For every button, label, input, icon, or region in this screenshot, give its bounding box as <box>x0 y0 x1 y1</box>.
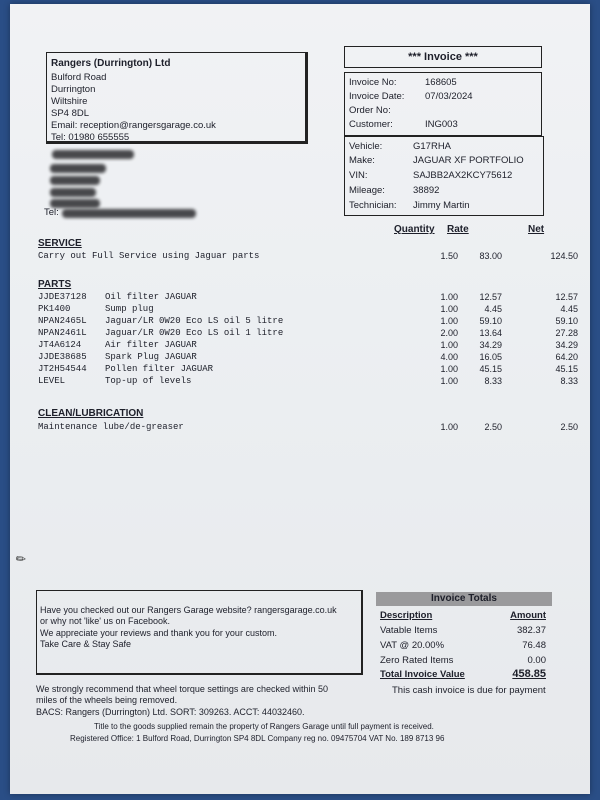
line-desc: Jaguar/LR 0W20 Eco LS oil 5 litre <box>105 316 284 326</box>
vehicle-label: Vehicle: <box>349 141 383 152</box>
registered-office: Registered Office: 1 Bulford Road, Durrington SP4 8DL Company reg no. 09475704 VAT No. 189 8713 96 <box>70 734 445 743</box>
line-desc: Jaguar/LR 0W20 Eco LS oil 1 litre <box>105 328 284 338</box>
order-number-label: Order No: <box>349 105 391 116</box>
line-code: JJDE38685 <box>38 352 87 362</box>
address-line: Bulford Road <box>51 72 107 83</box>
line-code: NPAN2465L <box>38 316 87 326</box>
invoice-info-box <box>344 72 542 136</box>
line-net: 34.29 <box>555 340 578 350</box>
line-qty: 1.50 <box>440 251 458 261</box>
total-label: Total Invoice Value <box>380 669 465 680</box>
invoice-number: 168605 <box>425 77 457 88</box>
column-rate: Rate <box>447 224 469 235</box>
torque-note-2: miles of the wheels being removed. <box>36 695 178 705</box>
line-item <box>38 292 578 304</box>
line-net: 27.28 <box>555 328 578 338</box>
invoice-date: 07/03/2024 <box>425 91 473 102</box>
cash-invoice-note: This cash invoice is due for payment <box>392 685 546 696</box>
line-net: 4.45 <box>560 304 578 314</box>
message-line: Take Care & Stay Safe <box>40 639 132 649</box>
line-desc: Air filter JAGUAR <box>105 340 197 350</box>
message-line: We appreciate your reviews and thank you for your custom. <box>40 628 277 638</box>
line-rate: 8.33 <box>484 376 502 386</box>
section-heading-service: SERVICE <box>38 238 82 249</box>
vehicle-info-box <box>344 136 544 216</box>
bacs-details: BACS: Rangers (Durrington) Ltd. SORT: 309263. ACCT: 44032460. <box>36 707 305 717</box>
line-net: 64.20 <box>555 352 578 362</box>
column-quantity: Quantity <box>394 224 435 235</box>
line-item <box>38 251 578 263</box>
message-box <box>36 590 363 675</box>
invoice-page <box>10 4 590 794</box>
line-code: JJDE37128 <box>38 292 87 302</box>
line-rate: 13.64 <box>479 328 502 338</box>
line-rate: 16.05 <box>479 352 502 362</box>
vin-label: VIN: <box>349 170 368 181</box>
line-qty: 1.00 <box>440 292 458 302</box>
line-desc: Pollen filter JAGUAR <box>105 364 214 374</box>
make-label: Make: <box>349 155 375 166</box>
technician-label: Technician: <box>349 200 397 211</box>
torque-note-1: We strongly recommend that wheel torque settings are checked within 50 <box>36 684 328 694</box>
line-code: NPAN2461L <box>38 328 87 338</box>
message-line: Have you checked out our Rangers Garage website? rangersgarage.co.uk <box>40 605 337 615</box>
line-code: LEVEL <box>38 376 66 386</box>
line-rate: 83.00 <box>479 251 502 261</box>
vehicle-vin: SAJBB2AX2KCY75612 <box>413 170 513 181</box>
technician-name: Jimmy Martin <box>413 200 470 211</box>
total-amount: 458.85 <box>512 668 546 680</box>
line-item <box>38 376 578 388</box>
line-rate: 59.10 <box>479 316 502 326</box>
line-net: 59.10 <box>555 316 578 326</box>
vat-label: VAT @ 20.00% <box>380 640 445 651</box>
zero-rated-label: Zero Rated Items <box>380 655 454 666</box>
customer-tel-label: Tel: <box>44 207 59 218</box>
column-net: Net <box>528 224 545 235</box>
invoice-title: *** Invoice *** <box>408 51 478 63</box>
line-qty: 1.00 <box>440 422 458 432</box>
invoice-date-label: Invoice Date: <box>349 91 405 102</box>
vehicle-make: JAGUAR XF PORTFOLIO <box>413 155 524 166</box>
section-heading-clean: CLEAN/LUBRICATION <box>38 408 144 419</box>
totals-amount-header: Amount <box>510 610 546 621</box>
invoice-number-label: Invoice No: <box>349 77 397 88</box>
company-name: Rangers (Durrington) Ltd <box>51 58 171 69</box>
line-desc: Maintenance lube/de-greaser <box>38 422 184 432</box>
line-qty: 1.00 <box>440 304 458 314</box>
title-note: Title to the goods supplied remain the property of Rangers Garage until full payment is received. <box>94 722 434 731</box>
invoice-title-box <box>344 46 542 68</box>
line-item <box>38 328 578 340</box>
message-line: or why not 'like' us on Facebook. <box>40 616 171 626</box>
line-desc: Oil filter JAGUAR <box>105 292 197 302</box>
line-desc: Sump plug <box>105 304 154 314</box>
line-item <box>38 316 578 328</box>
line-item <box>38 304 578 316</box>
line-item <box>38 340 578 352</box>
line-item <box>38 422 578 434</box>
line-qty: 1.00 <box>440 364 458 374</box>
line-rate: 12.57 <box>479 292 502 302</box>
line-net: 12.57 <box>555 292 578 302</box>
line-net: 2.50 <box>560 422 578 432</box>
address-line: Wiltshire <box>51 96 88 107</box>
line-code: PK1400 <box>38 304 71 314</box>
totals-description-header: Description <box>380 610 433 621</box>
vat-amount: 76.48 <box>522 640 546 651</box>
totals-header <box>376 592 552 606</box>
line-rate: 34.29 <box>479 340 502 350</box>
company-box <box>46 52 308 144</box>
line-rate: 4.45 <box>484 304 502 314</box>
line-rate: 2.50 <box>484 422 502 432</box>
line-net: 45.15 <box>555 364 578 374</box>
line-code: JT2H54544 <box>38 364 87 374</box>
line-qty: 4.00 <box>440 352 458 362</box>
vehicle-reg: G17RHA <box>413 141 452 152</box>
line-qty: 2.00 <box>440 328 458 338</box>
address-line: SP4 8DL <box>51 108 90 119</box>
customer-label: Customer: <box>349 119 393 130</box>
section-heading-parts: PARTS <box>38 279 72 290</box>
customer-code: ING003 <box>425 119 458 130</box>
mileage-label: Mileage: <box>349 185 385 196</box>
line-item <box>38 352 578 364</box>
vatable-label: Vatable Items <box>380 625 438 636</box>
vehicle-mileage: 38892 <box>413 185 440 196</box>
line-code: JT4A6124 <box>38 340 82 350</box>
vatable-amount: 382.37 <box>516 625 546 636</box>
line-desc: Top-up of levels <box>105 376 192 386</box>
zero-rated-amount: 0.00 <box>527 655 546 666</box>
line-qty: 1.00 <box>440 376 458 386</box>
totals-title: Invoice Totals <box>431 593 497 604</box>
company-email: Email: reception@rangersgarage.co.uk <box>51 120 216 131</box>
line-item <box>38 364 578 376</box>
line-desc: Spark Plug JAGUAR <box>105 352 197 362</box>
line-desc: Carry out Full Service using Jaguar parts <box>38 251 260 261</box>
company-tel: Tel: 01980 655555 <box>51 132 130 143</box>
line-qty: 1.00 <box>440 340 458 350</box>
line-net: 124.50 <box>550 251 578 261</box>
address-line: Durrington <box>51 84 96 95</box>
line-rate: 45.15 <box>479 364 502 374</box>
line-net: 8.33 <box>560 376 578 386</box>
line-qty: 1.00 <box>440 316 458 326</box>
pen-mark: ✎ <box>12 550 30 568</box>
